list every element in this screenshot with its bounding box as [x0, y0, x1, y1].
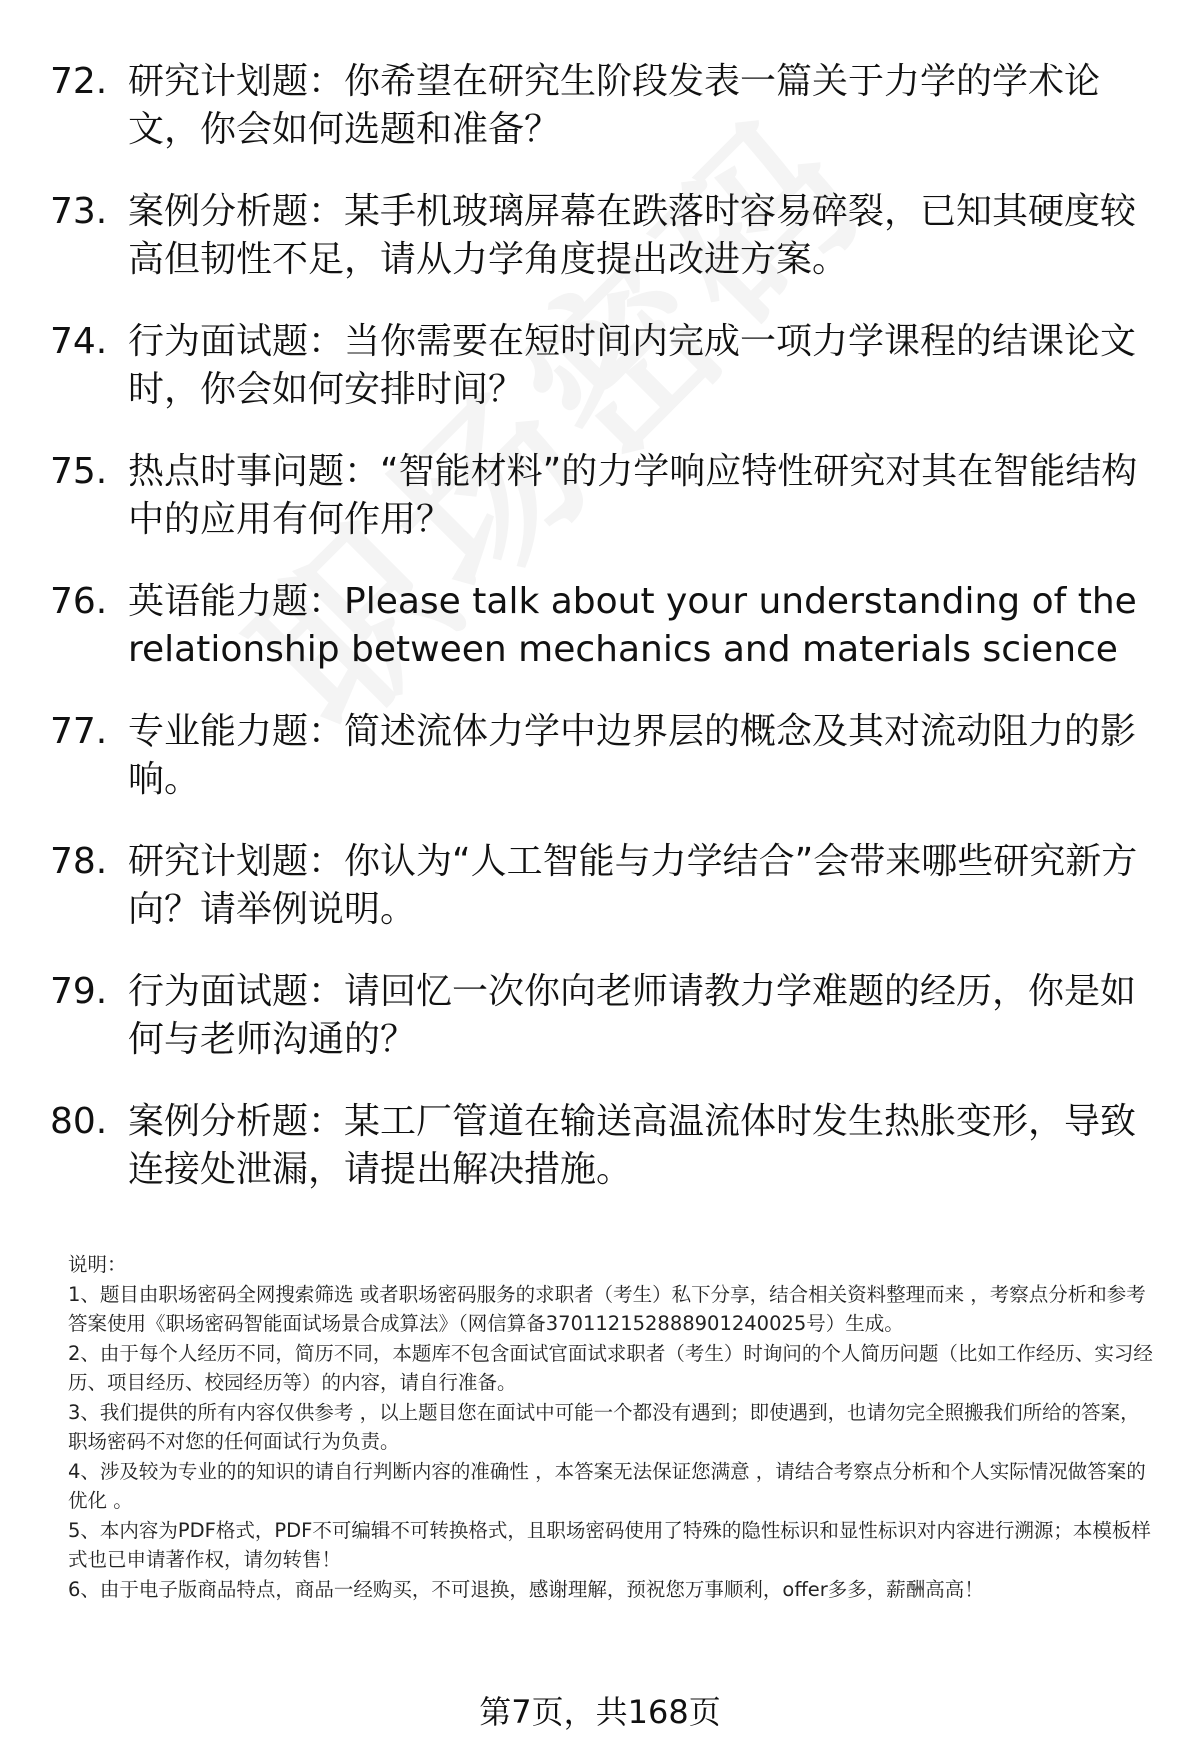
question-number: 73.: [50, 191, 108, 232]
note-item: 6、由于电子版商品特点，商品一经购买，不可退换，感谢理解，预祝您万事顺利，offer多多，薪酬高高！: [68, 1577, 984, 1601]
question-list: [50, 58, 1150, 1228]
question-number: 77.: [50, 711, 108, 752]
note-item: 1、题目由职场密码全网搜索筛选 或者职场密码服务的求职者（考生）私下分享，结合相关资料整理而来 ，考察点分析和参考答案使用《职场密码智能面试场景合成算法》（网信算备370112152888901240025号）生成。: [68, 1282, 1146, 1335]
question-text: 研究计划题：你认为“人工智能与力学结合”会带来哪些研究新方向？请举例说明。: [128, 841, 1138, 930]
question-item: [50, 448, 1150, 544]
notes-heading: 说明：: [68, 1253, 127, 1276]
question-item: [50, 708, 1150, 804]
question-item: [50, 838, 1150, 934]
note-item: 5、本内容为PDF格式，PDF不可编辑不可转换格式，且职场密码使用了特殊的隐性标识和显性标识对内容进行溯源；本模板样式也已申请著作权，请勿转售！: [68, 1518, 1151, 1571]
page-number: 第7页，共168页: [479, 1693, 721, 1731]
question-number: 79.: [50, 971, 108, 1012]
question-item: [50, 578, 1150, 674]
notes-section: [68, 1250, 1158, 1604]
question-number: 75.: [50, 451, 108, 492]
question-item: [50, 188, 1150, 284]
question-item: [50, 968, 1150, 1064]
question-number: 80.: [50, 1101, 108, 1142]
note-item: 2、由于每个人经历不同，简历不同，本题库不包含面试官面试求职者（考生）时询问的个人简历问题（比如工作经历、实习经历、项目经历、校园经历等）的内容，请自行准备。: [68, 1341, 1153, 1394]
question-item: [50, 1098, 1150, 1194]
note-item: 3、我们提供的所有内容仅供参考 ，以上题目您在面试中可能一个都没有遇到；即使遇到，也请勿完全照搬我们所给的答案，职场密码不对您的任何面试行为负责。: [68, 1400, 1140, 1453]
note-item: 4、涉及较为专业的的知识的请自行判断内容的准确性 ，本答案无法保证您满意 ，请结合考察点分析和个人实际情况做答案的优化 。: [68, 1459, 1146, 1512]
question-text: 专业能力题：简述流体力学中边界层的概念及其对流动阻力的影响。: [128, 711, 1137, 800]
question-item: [50, 58, 1150, 154]
question-text: 案例分析题：某手机玻璃屏幕在跌落时容易碎裂，已知其硬度较高但韧性不足，请从力学角度提出改进方案。: [128, 191, 1137, 280]
question-item: [50, 318, 1150, 414]
question-number: 78.: [50, 841, 108, 882]
question-number: 72.: [50, 61, 108, 102]
question-text: 英语能力题：Please talk about your understanding of the relationship between mechanics and materials science: [128, 581, 1137, 670]
question-text: 研究计划题：你希望在研究生阶段发表一篇关于力学的学术论文，你会如何选题和准备？: [128, 61, 1101, 150]
question-number: 74.: [50, 321, 108, 362]
question-text: 行为面试题：当你需要在短时间内完成一项力学课程的结课论文时，你会如何安排时间？: [128, 321, 1137, 410]
question-text: 热点时事问题：“智能材料”的力学响应特性研究对其在智能结构中的应用有何作用？: [128, 451, 1138, 540]
question-number: 76.: [50, 581, 108, 622]
question-text: 案例分析题：某工厂管道在输送高温流体时发生热胀变形，导致连接处泄漏，请提出解决措施。: [128, 1101, 1137, 1190]
question-text: 行为面试题：请回忆一次你向老师请教力学难题的经历，你是如何与老师沟通的？: [128, 971, 1137, 1060]
